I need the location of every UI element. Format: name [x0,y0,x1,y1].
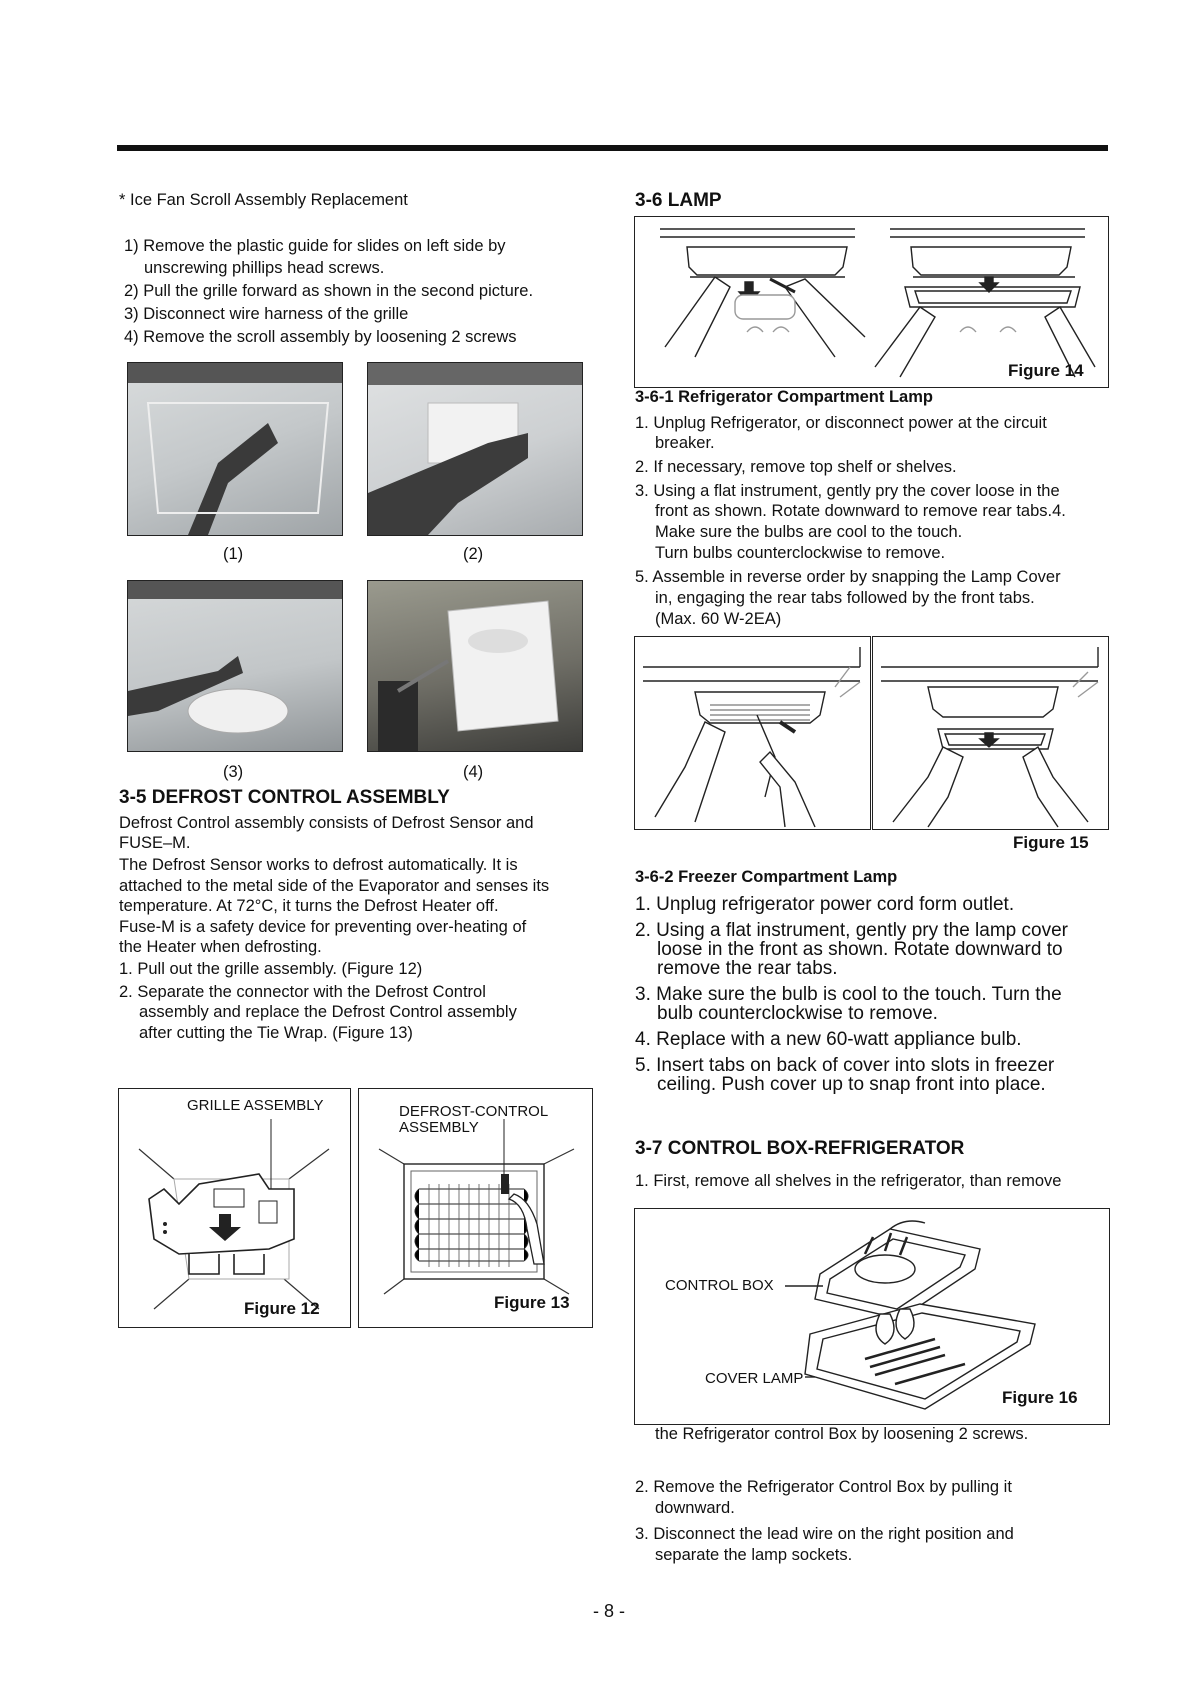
scroll-step-2: 2) Pull the grille forward as shown in the second picture. [124,282,534,300]
frz-lamp-line-6: bulb counterclockwise to remove. [657,1003,938,1024]
defrost-line-11: after cutting the Tie Wrap. (Figure 13) [139,1024,413,1042]
fig15-caption: Figure 15 [1013,833,1089,852]
page-number: - 8 - [593,1601,626,1621]
cbox-line-3: 2. Remove the Refrigerator Control Box by pulling it [635,1478,1012,1496]
frz-lamp-heading: 3-6-2 Freezer Compartment Lamp [635,868,898,886]
defrost-line-5: temperature. At 72°C, it turns the Defrost Heater off. [119,897,499,915]
scroll-step-3: 3) Disconnect wire harness of the grille [124,305,409,323]
fig16-label-lamp: COVER LAMP [705,1370,804,1387]
figure-13 [358,1088,593,1328]
defrost-line-4: attached to the metal side of the Evaporator and senses its [119,877,550,895]
defrost-line-1: Defrost Control assembly consists of Defrost Sensor and [119,814,534,832]
defrost-line-2: FUSE–M. [119,834,191,852]
frz-lamp-line-4: remove the rear tabs. [657,958,838,979]
ref-lamp-line-7: Turn bulbs counterclockwise to remove. [655,544,946,562]
frz-lamp-line-2: 2. Using a flat instrument, gently pry the lamp cover [635,920,1068,941]
cbox-line-2: the Refrigerator control Box by loosening 2 screws. [655,1425,1029,1443]
fig14-caption: Figure 14 [1008,361,1084,380]
defrost-line-9: 2. Separate the connector with the Defrost Control [119,983,486,1001]
ref-lamp-line-9: in, engaging the rear tabs followed by the front tabs. [655,589,1035,607]
photo-3 [127,580,343,752]
frz-lamp-line-1: 1. Unplug refrigerator power cord form outlet. [635,894,1015,915]
ref-lamp-line-1: 1. Unplug Refrigerator, or disconnect power at the circuit [635,414,1047,432]
figure-12 [118,1088,351,1328]
photo-4 [367,580,583,752]
scroll-step-4: 4) Remove the scroll assembly by loosening 2 screws [124,328,517,346]
frz-lamp-line-3: loose in the front as shown. Rotate downward to [657,939,1063,960]
ref-lamp-line-10: (Max. 60 W-2EA) [655,610,782,628]
frz-lamp-line-7: 4. Replace with a new 60-watt appliance bulb. [635,1029,1022,1050]
fig16-caption: Figure 16 [1002,1388,1078,1407]
scroll-step-1-cont: unscrewing phillips head screws. [144,259,385,277]
defrost-line-8: 1. Pull out the grille assembly. (Figure 12) [119,960,423,978]
photo-1 [127,362,343,536]
ref-lamp-line-3: 2. If necessary, remove top shelf or shelves. [635,458,957,476]
fig13-label-2: ASSEMBLY [399,1119,479,1136]
frz-lamp-line-5: 3. Make sure the bulb is cool to the touch. Turn the [635,984,1062,1005]
figure-15-right [872,636,1109,830]
figure-15-left [634,636,871,830]
ref-lamp-line-2: breaker. [655,434,715,452]
cbox-line-4: downward. [655,1499,735,1517]
scroll-step-1: 1) Remove the plastic guide for slides on left side by [124,237,506,255]
defrost-line-6: Fuse-M is a safety device for preventing over-heating of [119,918,527,936]
photo-caption-4: (4) [463,763,484,781]
fig16-label-box: CONTROL BOX [665,1277,774,1294]
lamp-heading: 3-6 LAMP [635,190,722,211]
ref-lamp-line-6: Make sure the bulbs are cool to the touch. [655,523,963,541]
ref-lamp-heading: 3-6-1 Refrigerator Compartment Lamp [635,388,933,406]
ref-lamp-line-4: 3. Using a flat instrument, gently pry the cover loose in the [635,482,1060,500]
cbox-line-5: 3. Disconnect the lead wire on the right position and [635,1525,1014,1543]
defrost-heading: 3-5 DEFROST CONTROL ASSEMBLY [119,787,450,808]
figure-16 [634,1208,1110,1425]
figure-14 [634,216,1109,388]
photo-2 [367,362,583,536]
photo-caption-1: (1) [223,545,244,563]
cbox-line-1: 1. First, remove all shelves in the refrigerator, than remove [635,1172,1062,1190]
photo-caption-2: (2) [463,545,484,563]
cbox-heading: 3-7 CONTROL BOX-REFRIGERATOR [635,1138,965,1159]
ref-lamp-line-5: front as shown. Rotate downward to remove rear tabs.4. [655,502,1066,520]
frz-lamp-line-9: ceiling. Push cover up to snap front into place. [657,1074,1046,1095]
defrost-line-3: The Defrost Sensor works to defrost automatically. It is [119,856,518,874]
fig12-caption: Figure 12 [244,1299,320,1318]
fig13-label-1: DEFROST-CONTROL [399,1103,549,1120]
defrost-line-7: the Heater when defrosting. [119,938,322,956]
fig13-caption: Figure 13 [494,1293,570,1312]
scroll-title: * Ice Fan Scroll Assembly Replacement [119,191,408,209]
defrost-line-10: assembly and replace the Defrost Control assembly [139,1003,517,1021]
cbox-line-6: separate the lamp sockets. [655,1546,853,1564]
top-rule [117,145,1108,151]
fig12-label: GRILLE ASSEMBLY [187,1097,324,1114]
frz-lamp-line-8: 5. Insert tabs on back of cover into slots in freezer [635,1055,1055,1076]
photo-caption-3: (3) [223,763,244,781]
ref-lamp-line-8: 5. Assemble in reverse order by snapping the Lamp Cover [635,568,1061,586]
